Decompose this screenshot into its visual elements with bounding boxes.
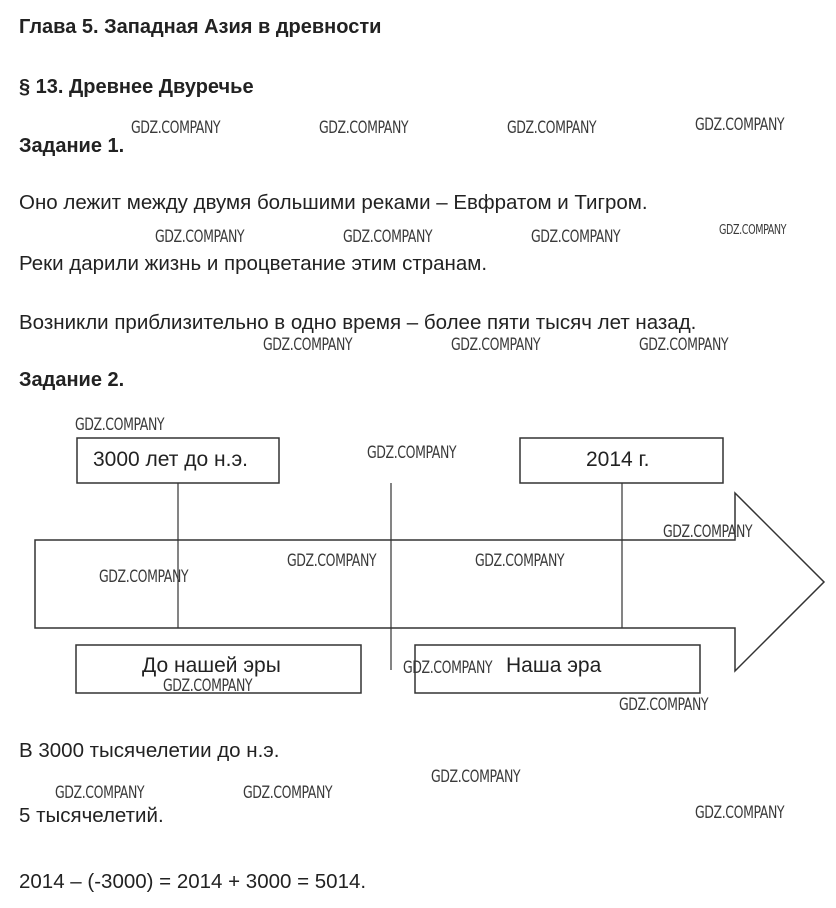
- watermark: GDZ.COMPANY: [75, 415, 165, 435]
- watermark: GDZ.COMPANY: [319, 118, 409, 138]
- task2-answer-3: 2014 – (-3000) = 2014 + 3000 = 5014.: [19, 870, 367, 893]
- task2-answer-2: 5 тысячелетий.: [19, 804, 164, 827]
- task1-line-1: Оно лежит между двумя большими реками – Евфратом и Тигром.: [19, 191, 648, 214]
- section-title: § 13. Древнее Двуречье: [19, 76, 254, 98]
- task1-line-2: Реки дарили жизнь и процветание этим странам.: [19, 252, 488, 275]
- task1-title: Задание 1.: [19, 135, 125, 157]
- timeline-label-ad: Наша эра: [506, 654, 602, 677]
- task1-line-3: Возникли приблизительно в одно время – более пяти тысяч лет назад.: [19, 311, 697, 334]
- watermark: GDZ.COMPANY: [695, 803, 785, 823]
- watermark: GDZ.COMPANY: [243, 783, 333, 803]
- watermark: GDZ.COMPANY: [531, 227, 621, 247]
- watermark: GDZ.COMPANY: [131, 118, 221, 138]
- watermark: GDZ.COMPANY: [475, 551, 565, 571]
- watermark: GDZ.COMPANY: [663, 522, 753, 542]
- watermark: GDZ.COMPANY: [343, 227, 433, 247]
- watermark: GDZ.COMPANY: [507, 118, 597, 138]
- task2-title: Задание 2.: [19, 369, 125, 391]
- watermark: GDZ.COMPANY: [155, 227, 245, 247]
- watermark: GDZ.COMPANY: [619, 695, 709, 715]
- watermark: GDZ.COMPANY: [55, 783, 145, 803]
- watermark: GDZ.COMPANY: [695, 115, 785, 135]
- watermark: GDZ.COMPANY: [431, 767, 521, 787]
- watermark: GDZ.COMPANY: [451, 335, 541, 355]
- timeline-label-bc: До нашей эры: [142, 654, 281, 677]
- watermark: GDZ.COMPANY: [99, 567, 189, 587]
- watermark: GDZ.COMPANY: [163, 676, 253, 696]
- chapter-title: Глава 5. Западная Азия в древности: [19, 16, 382, 38]
- watermark: GDZ.COMPANY: [719, 223, 787, 238]
- watermark: GDZ.COMPANY: [287, 551, 377, 571]
- watermark: GDZ.COMPANY: [403, 658, 493, 678]
- timeline-label-2014: 2014 г.: [586, 448, 650, 471]
- watermark: GDZ.COMPANY: [367, 443, 457, 463]
- watermark: GDZ.COMPANY: [263, 335, 353, 355]
- task2-answer-1: В 3000 тысячелетии до н.э.: [19, 739, 280, 762]
- watermark: GDZ.COMPANY: [639, 335, 729, 355]
- timeline-label-3000bc: 3000 лет до н.э.: [93, 448, 248, 471]
